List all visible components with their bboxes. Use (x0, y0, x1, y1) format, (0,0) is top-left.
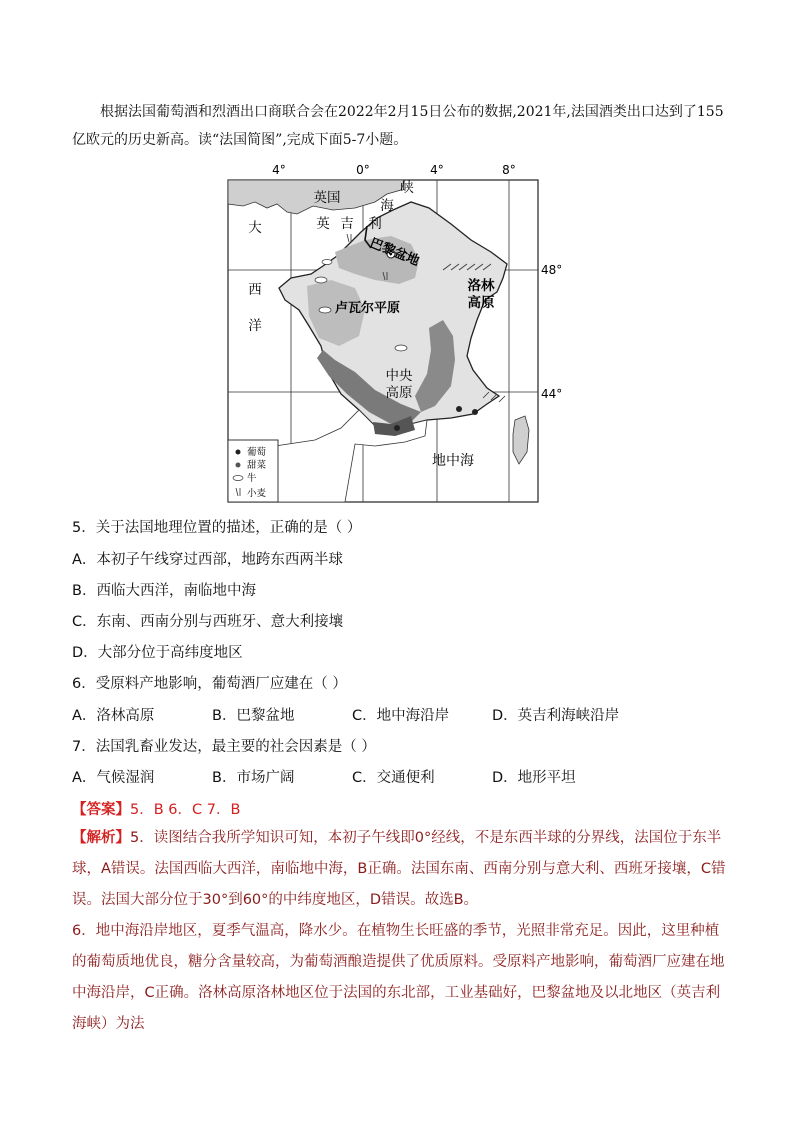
lat-label-48: 48° (541, 263, 563, 277)
question-5: 5．关于法国地理位置的描述，正确的是（ ） (72, 520, 362, 536)
analysis-paragraph-2: 6．地中海沿岸地区，夏季气温高，降水少。在植物生长旺盛的季节，光照非常充足。因此，这里种植的葡萄质地优良，糖分含量较高，为葡萄酒酿造提供了优质原料。受原料产地影响，葡萄酒厂应建在地中海沿岸，C正确。洛林高原洛林地区位于法国的东北部，工业基础好，巴黎盆地及以北地区（英吉利海峡）为法 (72, 923, 725, 1032)
question-7-option-d: D．地形平坦 (492, 770, 576, 786)
question-6-option-b: B．巴黎盆地 (212, 708, 295, 724)
question-5-option-d: D．大部分位于高纬度地区 (72, 645, 243, 661)
label-atlantic-1: 大 (248, 220, 262, 236)
label-paris-basin: 巴黎盆地 (367, 235, 422, 270)
label-english-3: 利 (368, 216, 382, 232)
question-5-option-a: A．本初子午线穿过西部，地跨东西两半球 (72, 552, 343, 568)
lat-label-44: 44° (541, 387, 563, 401)
intro-paragraph (72, 98, 732, 154)
label-atlantic-3: 洋 (248, 318, 262, 334)
analysis-tag: 【解析】 (72, 830, 130, 846)
label-mediterranean: 地中海 (432, 453, 474, 469)
analysis-text-1: 5．读图结合我所学知识可知，本初子午线即0°经线，不是东西半球的分界线，法国位于东半球，A错误。法国西临大西洋，南临地中海，B正确。法国东南、西南分别与意大利、西班牙接壤，C错误。法国大部分位于30°到60°的中纬度地区，D错误。故选B。 (72, 830, 726, 908)
label-strait-2: 海 (380, 198, 394, 214)
label-central-2: 高原 (385, 385, 413, 401)
legend-beet: 甜菜 (247, 460, 267, 471)
question-6: 6．受原料产地影响，葡萄酒厂应建在（ ） (72, 676, 347, 692)
question-7-option-a: A．气候湿润 (72, 770, 155, 786)
legend-cattle: 牛 (247, 473, 257, 484)
answer-text: 5．B 6．C 7．B (130, 802, 241, 818)
question-6-option-a: A．洛林高原 (72, 708, 155, 724)
question-7-options (72, 766, 732, 786)
question-7-option-c: C．交通便利 (352, 770, 435, 786)
legend-grape-icon (236, 450, 241, 455)
legend-grape: 葡萄 (247, 447, 267, 458)
answer-tag: 【答案】 (72, 802, 130, 818)
question-7-option-b: B．市场广阔 (212, 770, 295, 786)
analysis-block (72, 823, 732, 1040)
label-lorraine-1: 洛林 (467, 278, 495, 294)
question-7: 7．法国乳畜业发达，最主要的社会因素是（ ） (72, 739, 376, 755)
legend-beet-icon (236, 463, 241, 468)
question-5-option-c: C．东南、西南分别与西班牙、意大利接壤 (72, 614, 344, 630)
lon-label-e4: 4° (430, 163, 444, 177)
question-6-option-d: D．英吉利海峡沿岸 (492, 708, 620, 724)
question-5-option-b: B．西临大西洋，南临地中海 (72, 583, 256, 599)
label-central-1: 中央 (385, 368, 413, 384)
answer-line (72, 798, 240, 819)
label-uk: 英国 (313, 190, 341, 206)
intro-text: 根据法国葡萄酒和烈酒出口商联合会在2022年2月15日公布的数据,2021年,法国酒类出口达到了155亿欧元的历史新高。读“法国简图”,完成下面5-7小题。 (72, 104, 724, 148)
france-map (215, 160, 563, 505)
label-strait-1: 峡 (400, 180, 414, 196)
label-atlantic-2: 西 (248, 282, 262, 298)
label-english-2: 吉 (340, 216, 354, 232)
lon-label-e8: 8° (502, 163, 516, 177)
analysis-paragraph-1 (72, 823, 732, 916)
label-loire-plain: 卢瓦尔平原 (335, 301, 401, 316)
label-english-1: 英 (316, 216, 330, 232)
legend-cattle-icon (233, 476, 243, 481)
question-6-option-c: C．地中海沿岸 (352, 708, 450, 724)
legend-wheat: 小麦 (247, 488, 267, 499)
question-6-options (72, 704, 732, 724)
lon-label-0: 0° (356, 163, 370, 177)
lon-label-w4: 4° (272, 163, 286, 177)
label-lorraine-2: 高原 (467, 295, 495, 311)
